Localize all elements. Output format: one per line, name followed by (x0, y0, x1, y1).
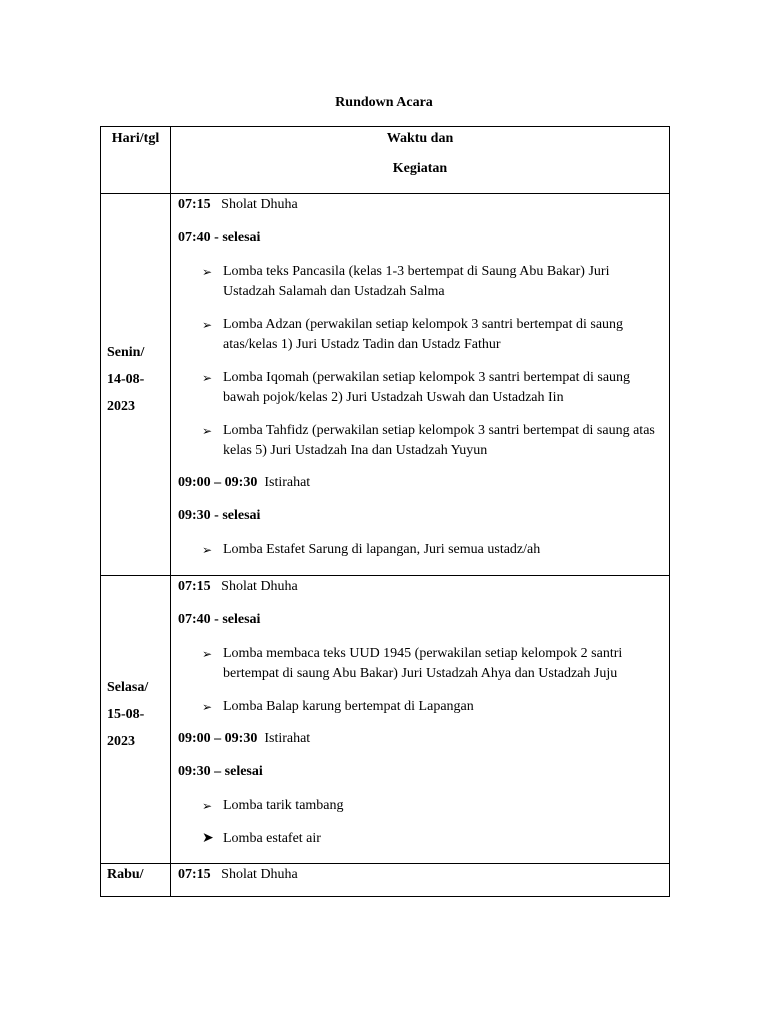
day-label: Rabu/ (107, 867, 144, 882)
day-label: Selasa/ (107, 680, 149, 695)
time-label: 09:30 – selesai (178, 764, 263, 779)
arrowhead-bullet-icon: ➢ (202, 647, 213, 661)
activity-text: Sholat Dhuha (221, 197, 298, 212)
page-title: Rundown Acara (335, 95, 433, 110)
list-item-text: Lomba Estafet Sarung di lapangan, Juri semua ustadz/ah (223, 542, 541, 557)
list-item-text: Lomba teks Pancasila (kelas 1-3 bertempat di Saung Abu Bakar) Juri Ustadzah Salamah dan Ustadzah Salma (223, 264, 610, 299)
header-cell-activity (171, 127, 670, 194)
list-item (178, 368, 663, 408)
activity-cell (171, 864, 670, 897)
schedule-line (178, 196, 663, 214)
table-row (101, 576, 670, 864)
header-activity-line2: Kegiatan (392, 161, 448, 176)
arrowhead-bullet-icon: ➢ (202, 543, 213, 557)
schedule-line (178, 730, 663, 748)
list-item (178, 796, 663, 816)
time-label: 07:15 (178, 579, 211, 594)
activity-text: Istirahat (264, 475, 311, 490)
arrowhead-bullet-icon: ➢ (202, 265, 213, 279)
list-item-text: Lomba tarik tambang (223, 798, 344, 813)
date-label: 14-08- (107, 372, 145, 387)
activity-text: Istirahat (264, 731, 311, 746)
header-row (101, 127, 670, 194)
list-item-text: Lomba estafet air (223, 831, 321, 846)
list-item (178, 697, 663, 717)
list-item (178, 540, 663, 560)
arrowhead-bullet-icon: ➢ (202, 424, 213, 438)
table-row (101, 864, 670, 897)
day-cell (101, 576, 171, 864)
time-label: 09:30 - selesai (178, 508, 261, 523)
arrowhead-bullet-icon: ➢ (202, 318, 213, 332)
arrowhead-bullet-icon: ➢ (202, 799, 213, 813)
arrowhead-bullet-icon: ➢ (202, 371, 213, 385)
arrowhead-bullet-icon: ➤ (202, 831, 214, 846)
activity-text: Sholat Dhuha (221, 867, 298, 882)
arrowhead-bullet-icon: ➢ (202, 700, 213, 714)
list-item (178, 315, 663, 355)
time-label: 09:00 – 09:30 (178, 475, 258, 490)
activity-cell (171, 194, 670, 576)
schedule-line (178, 866, 663, 884)
schedule-line (178, 474, 663, 492)
day-label: Senin/ (107, 345, 145, 360)
time-label: 07:40 - selesai (178, 230, 261, 245)
list-item-text: Lomba Tahfidz (perwakilan setiap kelompok 3 santri bertempat di saung atas kelas 5) Juri Ustadzah Ina dan Ustadzah Yuyun (223, 423, 655, 458)
list-item-text: Lomba Adzan (perwakilan setiap kelompok 3 santri bertempat di saung atas/kelas 1) Juri Ustadz Tadin dan Ustadz Fathur (223, 317, 624, 352)
rundown-table (100, 126, 670, 897)
header-cell-day (101, 127, 171, 194)
list-item (178, 421, 663, 461)
time-label: 09:00 – 09:30 (178, 731, 258, 746)
list-item (178, 262, 663, 302)
year-label: 2023 (107, 399, 135, 414)
time-label: 07:15 (178, 197, 211, 212)
table-row (101, 194, 670, 576)
list-item (178, 829, 663, 849)
year-label: 2023 (107, 734, 135, 749)
day-cell (101, 864, 171, 897)
time-label: 07:15 (178, 867, 211, 882)
list-item (178, 644, 663, 684)
list-item-text: Lomba membaca teks UUD 1945 (perwakilan setiap kelompok 2 santri bertempat di saung Abu Bakar) Juri Ustadzah Ahya dan Ustadzah Juju (223, 646, 623, 681)
list-item-text: Lomba Iqomah (perwakilan setiap kelompok 3 santri bertempat di saung bawah pojok/kelas 2) Juri Ustadzah Uswah dan Ustadzah Iin (223, 370, 631, 405)
header-activity-line1: Waktu dan (386, 131, 454, 146)
list-item-text: Lomba Balap karung bertempat di Lapangan (223, 699, 474, 714)
header-day-label: Hari/tgl (111, 131, 160, 146)
schedule-line (178, 578, 663, 596)
day-cell (101, 194, 171, 576)
activity-cell (171, 576, 670, 864)
time-label: 07:40 - selesai (178, 612, 261, 627)
date-label: 15-08- (107, 707, 145, 722)
activity-text: Sholat Dhuha (221, 579, 298, 594)
